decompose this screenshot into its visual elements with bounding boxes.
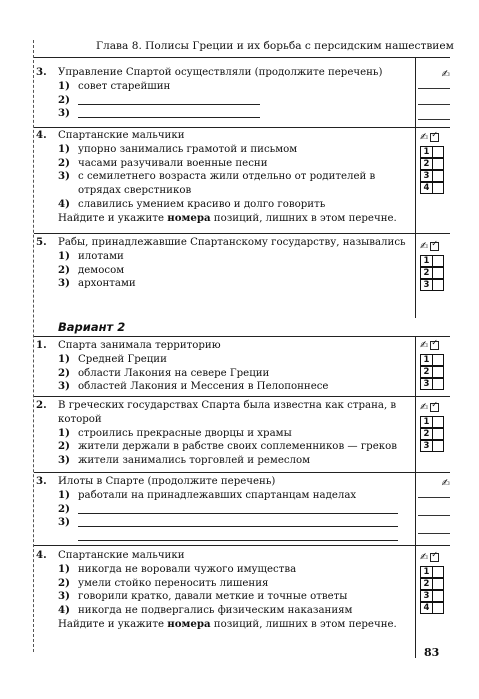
checkbox-icon xyxy=(430,341,439,350)
answer-blank[interactable] xyxy=(78,516,398,527)
option-number: 1) xyxy=(58,249,70,262)
option xyxy=(58,577,412,591)
pen-icon: ✍ xyxy=(441,69,450,80)
answer-boxes xyxy=(420,401,450,451)
task-marks xyxy=(420,477,450,491)
option-text: часами разучивали военные песни xyxy=(78,157,268,169)
option-text: работали на принадлежавших спартанцам наделах xyxy=(78,489,357,501)
option-text: никогда не подвергались физическим наказаниям xyxy=(78,605,353,617)
answer-line[interactable] xyxy=(418,515,450,516)
option-text: архонтами xyxy=(78,278,136,290)
option-number: 2) xyxy=(58,93,70,106)
question-separator xyxy=(34,127,450,128)
option-number: 3) xyxy=(58,516,70,529)
answer-box[interactable] xyxy=(433,279,444,291)
answer-box[interactable] xyxy=(433,428,444,440)
option xyxy=(58,143,412,157)
chapter-header: Глава 8. Полисы Греции и их борьба с персидским нашествием xyxy=(96,40,454,52)
option-text: никогда не воровали чужого имущества xyxy=(78,563,297,575)
option-number: 3) xyxy=(58,454,70,467)
task-4 xyxy=(34,129,412,225)
answer-column-divider xyxy=(415,57,416,318)
option xyxy=(58,157,412,171)
answer-boxes xyxy=(420,339,450,389)
task-text: Илоты в Спарте (продолжите перечень) xyxy=(58,476,276,487)
answer-box[interactable] xyxy=(433,170,444,182)
question-separator xyxy=(34,233,450,234)
option-number: 4) xyxy=(58,197,70,210)
answer-line[interactable] xyxy=(418,88,450,89)
pen-icon: ✍ xyxy=(441,478,450,489)
option xyxy=(58,277,412,291)
box-number: 3 xyxy=(420,590,433,602)
pen-icon: ✍ xyxy=(420,241,429,252)
option xyxy=(58,489,412,503)
variant2-task-1 xyxy=(34,339,412,394)
box-number: 4 xyxy=(420,182,433,194)
answer-box[interactable] xyxy=(433,578,444,590)
option-text: говорили кратко, давали меткие и точные ответы xyxy=(78,591,348,603)
checkbox-icon xyxy=(430,403,439,412)
question-separator xyxy=(34,336,450,337)
answer-boxes xyxy=(420,131,450,193)
option-number: 1) xyxy=(58,426,70,439)
answer-box[interactable] xyxy=(433,378,444,390)
option xyxy=(58,604,412,618)
option xyxy=(58,367,412,381)
answer-boxes xyxy=(420,240,450,290)
option-number: 1) xyxy=(58,352,70,365)
option xyxy=(58,516,412,530)
answer-blank[interactable] xyxy=(78,94,260,105)
answer-line[interactable] xyxy=(418,119,450,120)
option xyxy=(58,440,412,454)
answer-blank[interactable] xyxy=(78,107,260,118)
option-text: славились умением красиво и долго говорить xyxy=(78,198,326,210)
box-number: 3 xyxy=(420,170,433,182)
answer-box[interactable] xyxy=(433,416,444,428)
option-text: демосом xyxy=(78,264,125,276)
answer-line[interactable] xyxy=(418,104,450,105)
option xyxy=(58,530,412,541)
task-text: Спартанские мальчики xyxy=(58,130,185,141)
box-number: 2 xyxy=(420,267,433,279)
option-number: 3) xyxy=(58,170,70,183)
option-text: жители держали в рабстве своих соплеменников — греков xyxy=(78,441,397,453)
task-text: Управление Спартой осуществляли (продолжите перечень) xyxy=(58,67,383,78)
box-number: 2 xyxy=(420,366,433,378)
option xyxy=(58,590,412,604)
box-number: 2 xyxy=(420,158,433,170)
option-number: 4) xyxy=(58,604,70,617)
option xyxy=(58,107,412,121)
box-number: 2 xyxy=(420,578,433,590)
option xyxy=(58,353,412,367)
option-text: строились прекрасные дворцы и храмы xyxy=(78,427,292,439)
answer-box[interactable] xyxy=(433,366,444,378)
option-number: 3) xyxy=(58,380,70,393)
option xyxy=(58,503,412,517)
task-instruction: Найдите и укажите номера позиций, лишних в этом перечне. xyxy=(58,617,397,630)
option xyxy=(58,563,412,577)
answer-box[interactable] xyxy=(433,440,444,452)
task-text: Спартанские мальчики xyxy=(58,550,185,561)
answer-box[interactable] xyxy=(433,566,444,578)
option-text: упорно занимались грамотой и письмом xyxy=(78,143,298,155)
question-separator xyxy=(34,545,450,546)
answer-blank[interactable] xyxy=(78,503,398,514)
task-number: 5. xyxy=(36,236,47,248)
option-number: 3) xyxy=(58,107,70,120)
option xyxy=(58,454,412,468)
answer-box[interactable] xyxy=(433,146,444,158)
task-number: 2. xyxy=(36,399,47,411)
pen-icon: ✍ xyxy=(420,552,429,563)
option-number: 1) xyxy=(58,562,70,575)
option xyxy=(58,250,412,264)
question-separator xyxy=(34,472,450,473)
option-text: илотами xyxy=(78,250,124,262)
task-instruction: Найдите и укажите номера позиций, лишних в этом перечне. xyxy=(58,211,397,224)
pen-icon: ✍ xyxy=(420,132,429,143)
box-number: 3 xyxy=(420,378,433,390)
task-marks xyxy=(420,68,450,82)
answer-box[interactable] xyxy=(433,255,444,267)
option xyxy=(58,94,412,108)
answer-column-divider xyxy=(415,336,416,658)
task-number: 3. xyxy=(36,475,47,487)
option-number: 3) xyxy=(58,277,70,290)
option xyxy=(58,80,412,94)
option-number: 1) xyxy=(58,142,70,155)
option-number: 2) xyxy=(58,366,70,379)
box-number: 1 xyxy=(420,566,433,578)
option-text: умели стойко переносить лишения xyxy=(78,577,269,589)
task-number: 4. xyxy=(36,549,47,561)
box-number: 1 xyxy=(420,146,433,158)
task-text: Спарта занимала территорию xyxy=(58,340,221,351)
option-number: 2) xyxy=(58,502,70,515)
option xyxy=(58,380,412,394)
option xyxy=(58,198,412,212)
question-separator xyxy=(34,396,450,397)
task-3 xyxy=(34,66,412,121)
answer-box[interactable] xyxy=(433,590,444,602)
box-number: 3 xyxy=(420,279,433,291)
task-text: В греческих государствах Спарта была известна как страна, в которой xyxy=(58,400,397,425)
answer-box[interactable] xyxy=(433,602,444,614)
answer-box[interactable] xyxy=(433,267,444,279)
box-number: 2 xyxy=(420,428,433,440)
option xyxy=(58,170,412,198)
task-number: 3. xyxy=(36,66,47,78)
option-text: областей Лакония и Мессения в Пелопоннесе xyxy=(78,381,329,393)
task-number: 4. xyxy=(36,129,47,141)
answer-blank[interactable] xyxy=(78,530,398,541)
answer-line[interactable] xyxy=(418,533,450,534)
option-number: 2) xyxy=(58,440,70,453)
variant-heading: Вариант 2 xyxy=(58,320,126,334)
pen-icon: ✍ xyxy=(420,340,429,351)
pen-icon: ✍ xyxy=(420,402,429,413)
variant2-task-3 xyxy=(34,475,412,541)
option-number: 1) xyxy=(58,488,70,501)
option-number: 2) xyxy=(58,156,70,169)
page-number: 83 xyxy=(424,646,440,659)
box-number: 3 xyxy=(420,440,433,452)
answer-line[interactable] xyxy=(418,497,450,498)
option-number: 1) xyxy=(58,79,70,92)
answer-boxes xyxy=(420,551,450,613)
option-text: с семилетнего возраста жили отдельно от родителей в отрядах сверстников xyxy=(78,171,376,197)
checkbox-icon xyxy=(430,242,439,251)
variant2-task-2 xyxy=(34,399,412,468)
task-text: Рабы, принадлежавшие Спартанскому государству, назывались xyxy=(58,237,406,248)
option-text: жители занимались торговлей и ремеслом xyxy=(78,455,311,467)
option-text: совет старейшин xyxy=(78,80,171,92)
box-number: 1 xyxy=(420,255,433,267)
checkbox-icon xyxy=(430,133,439,142)
option-number: 2) xyxy=(58,576,70,589)
variant2-task-4 xyxy=(34,549,412,632)
option-text: Средней Греции xyxy=(78,353,167,365)
header-rule xyxy=(34,57,450,58)
box-number: 4 xyxy=(420,602,433,614)
answer-box[interactable] xyxy=(433,354,444,366)
task-5 xyxy=(34,236,412,291)
checkbox-icon xyxy=(430,553,439,562)
option xyxy=(58,264,412,278)
option-text: области Лакония на севере Греции xyxy=(78,367,270,379)
answer-box[interactable] xyxy=(433,158,444,170)
option-number: 3) xyxy=(58,590,70,603)
box-number: 1 xyxy=(420,354,433,366)
option xyxy=(58,427,412,441)
box-number: 1 xyxy=(420,416,433,428)
answer-box[interactable] xyxy=(433,182,444,194)
option-number: 2) xyxy=(58,263,70,276)
task-number: 1. xyxy=(36,339,47,351)
